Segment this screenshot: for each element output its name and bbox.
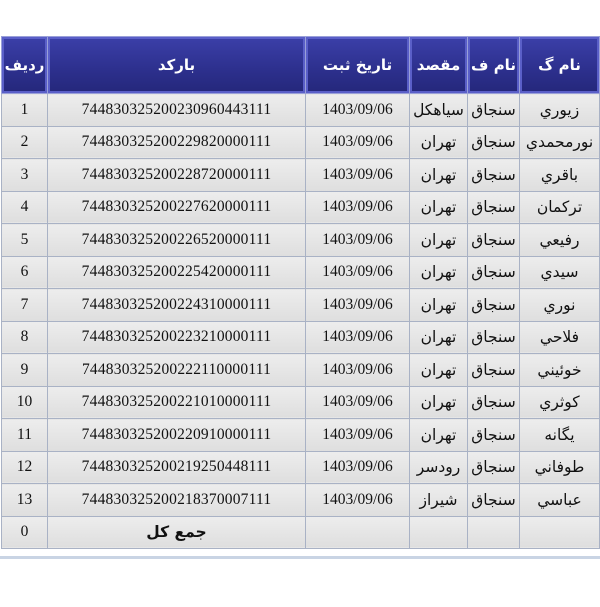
header-barcode[interactable]: باركد — [48, 37, 306, 94]
destination-cell: تهران — [410, 321, 468, 354]
barcode-cell: 744830325200225420000111 — [48, 256, 306, 289]
destination-cell: تهران — [410, 191, 468, 224]
row-number-cell: 10 — [2, 386, 48, 419]
first-name-cell: سنجاق — [468, 289, 520, 322]
last-name-cell: كوثري — [520, 386, 600, 419]
last-name-cell: خوئيني — [520, 354, 600, 387]
date-cell: 1403/09/06 — [306, 126, 410, 159]
row-number-cell: 2 — [2, 126, 48, 159]
barcode-cell: 744830325200223210000111 — [48, 321, 306, 354]
total-row — [2, 516, 600, 549]
table-row[interactable] — [2, 256, 600, 289]
total-row-number: 0 — [2, 516, 48, 549]
first-name-cell: سنجاق — [468, 256, 520, 289]
date-cell: 1403/09/06 — [306, 224, 410, 257]
table-row[interactable] — [2, 126, 600, 159]
row-number-cell: 5 — [2, 224, 48, 257]
table-row[interactable] — [2, 289, 600, 322]
report-sheet — [0, 36, 600, 559]
first-name-cell: سنجاق — [468, 159, 520, 192]
destination-cell: تهران — [410, 354, 468, 387]
barcode-cell: 744830325200219250448111 — [48, 451, 306, 484]
date-cell: 1403/09/06 — [306, 451, 410, 484]
last-name-cell: نوري — [520, 289, 600, 322]
first-name-cell: سنجاق — [468, 126, 520, 159]
first-name-cell: سنجاق — [468, 94, 520, 127]
destination-cell: تهران — [410, 386, 468, 419]
destination-cell: شيراز — [410, 484, 468, 517]
table-row[interactable] — [2, 419, 600, 452]
header-row-number[interactable]: رديف — [2, 37, 48, 94]
date-cell: 1403/09/06 — [306, 484, 410, 517]
row-number-cell: 7 — [2, 289, 48, 322]
first-name-cell: سنجاق — [468, 386, 520, 419]
header-registration-date[interactable]: تاريخ ثبت — [306, 37, 410, 94]
destination-cell: تهران — [410, 256, 468, 289]
date-cell: 1403/09/06 — [306, 289, 410, 322]
first-name-cell: سنجاق — [468, 191, 520, 224]
row-number-cell: 13 — [2, 484, 48, 517]
barcode-cell: 744830325200221010000111 — [48, 386, 306, 419]
last-name-cell: فلاحي — [520, 321, 600, 354]
last-name-cell: طوفاني — [520, 451, 600, 484]
destination-cell: تهران — [410, 419, 468, 452]
header-row — [2, 37, 600, 94]
table-row[interactable] — [2, 321, 600, 354]
row-number-cell: 3 — [2, 159, 48, 192]
barcode-cell: 744830325200230960443111 — [48, 94, 306, 127]
date-cell: 1403/09/06 — [306, 386, 410, 419]
header-first-name[interactable]: نام ف — [468, 37, 520, 94]
first-name-cell: سنجاق — [468, 321, 520, 354]
date-cell: 1403/09/06 — [306, 159, 410, 192]
first-name-cell: سنجاق — [468, 484, 520, 517]
last-name-cell: سيدي — [520, 256, 600, 289]
date-cell: 1403/09/06 — [306, 94, 410, 127]
last-name-cell: باقري — [520, 159, 600, 192]
date-cell: 1403/09/06 — [306, 191, 410, 224]
destination-cell: تهران — [410, 224, 468, 257]
table-row[interactable] — [2, 94, 600, 127]
last-name-cell: زيوري — [520, 94, 600, 127]
row-number-cell: 8 — [2, 321, 48, 354]
total-label: جمع كل — [48, 516, 306, 549]
destination-cell: تهران — [410, 126, 468, 159]
first-name-cell: سنجاق — [468, 354, 520, 387]
destination-cell: رودسر — [410, 451, 468, 484]
destination-cell: تهران — [410, 159, 468, 192]
header-last-name[interactable]: نام گ — [520, 37, 600, 94]
first-name-cell: سنجاق — [468, 419, 520, 452]
total-empty-cell — [306, 516, 410, 549]
date-cell: 1403/09/06 — [306, 354, 410, 387]
barcode-cell: 744830325200220910000111 — [48, 419, 306, 452]
barcode-cell: 744830325200229820000111 — [48, 126, 306, 159]
barcode-cell: 744830325200218370007111 — [48, 484, 306, 517]
table-row[interactable] — [2, 451, 600, 484]
barcode-cell: 744830325200227620000111 — [48, 191, 306, 224]
row-number-cell: 11 — [2, 419, 48, 452]
table-row[interactable] — [2, 159, 600, 192]
date-cell: 1403/09/06 — [306, 419, 410, 452]
date-cell: 1403/09/06 — [306, 256, 410, 289]
barcode-cell: 744830325200228720000111 — [48, 159, 306, 192]
row-number-cell: 9 — [2, 354, 48, 387]
table-row[interactable] — [2, 484, 600, 517]
first-name-cell: سنجاق — [468, 224, 520, 257]
total-empty-cell — [410, 516, 468, 549]
row-number-cell: 6 — [2, 256, 48, 289]
last-name-cell: تركمان — [520, 191, 600, 224]
last-name-cell: يگانه — [520, 419, 600, 452]
barcode-cell: 744830325200224310000111 — [48, 289, 306, 322]
date-cell: 1403/09/06 — [306, 321, 410, 354]
destination-cell: تهران — [410, 289, 468, 322]
table-row[interactable] — [2, 224, 600, 257]
table-row[interactable] — [2, 354, 600, 387]
total-empty-cell — [468, 516, 520, 549]
table-row[interactable] — [2, 191, 600, 224]
destination-cell: سياهكل — [410, 94, 468, 127]
row-number-cell: 1 — [2, 94, 48, 127]
header-destination[interactable]: مقصد — [410, 37, 468, 94]
last-name-cell: نورمحمدي — [520, 126, 600, 159]
barcode-cell: 744830325200226520000111 — [48, 224, 306, 257]
row-number-cell: 4 — [2, 191, 48, 224]
first-name-cell: سنجاق — [468, 451, 520, 484]
last-name-cell: رفيعي — [520, 224, 600, 257]
row-number-cell: 12 — [2, 451, 48, 484]
last-name-cell: عباسي — [520, 484, 600, 517]
total-empty-cell — [520, 516, 600, 549]
table-row[interactable] — [2, 386, 600, 419]
barcode-cell: 744830325200222110000111 — [48, 354, 306, 387]
shipment-table — [1, 36, 600, 549]
